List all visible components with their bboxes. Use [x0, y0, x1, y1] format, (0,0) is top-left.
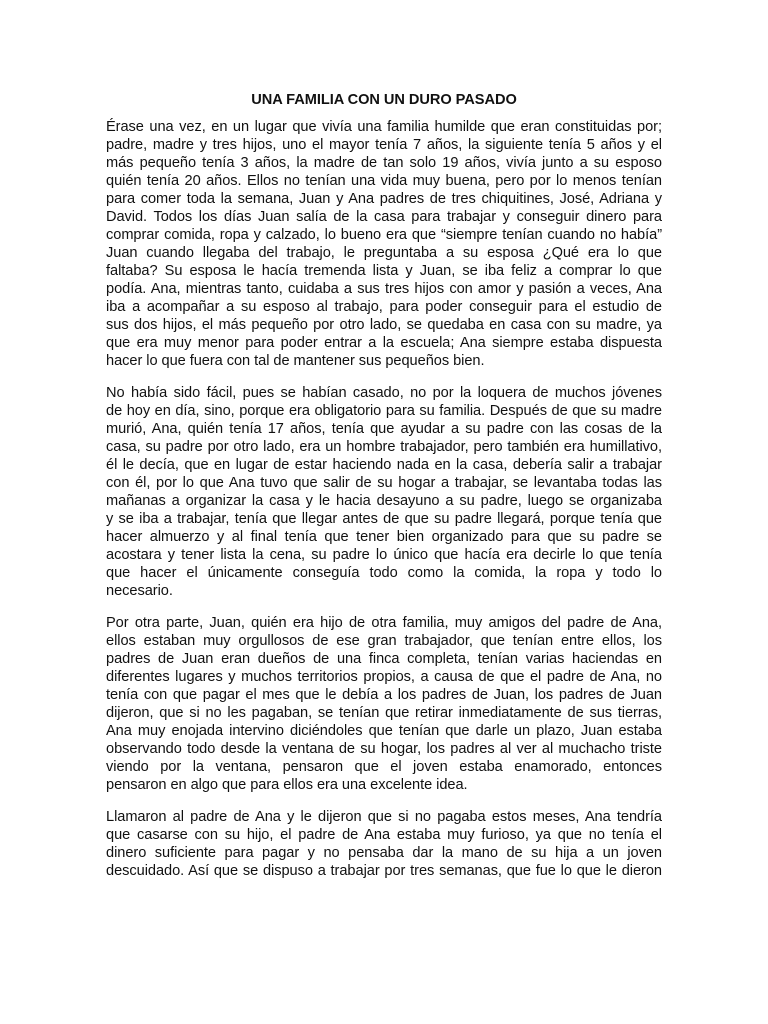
text-line: Érase una vez, en un lugar que vivía una familia humilde que eran constituidas por;	[106, 119, 662, 135]
document-title: UNA FAMILIA CON UN DURO PASADO	[251, 92, 517, 108]
text-line: para comer toda la semana, Juan y Ana padres de tres chiquitines, José, Adriana y	[106, 191, 662, 207]
text-line: observando todo desde la ventana de su hogar, los padres al ver al muchacho triste	[106, 741, 662, 757]
text-line: y se iba a trabajar, tenía que llegar antes de que su padre llegará, porque tenía que	[106, 511, 662, 527]
paragraph-3	[106, 614, 662, 794]
text-line: David. Todos los días Juan salía de la casa para trabajar y conseguir dinero para	[106, 209, 662, 225]
text-line: viendo por la ventana, pensaron que el joven estaba enamorado, entonces	[106, 759, 662, 775]
text-line: sus dos hijos, el más pequeño por otro lado, se quedaba en casa con su madre, ya	[106, 317, 662, 333]
text-line: quién tenía 20 años. Ellos no tenían una vida muy buena, pero por lo menos tenían	[106, 173, 662, 189]
text-line: ellos estaban muy orgullosos de ese gran trabajador, que tenían entre ellos, los	[106, 633, 662, 649]
text-line: No había sido fácil, pues se habían casado, no por la loquera de muchos jóvenes	[106, 385, 662, 401]
text-line: padre, madre y tres hijos, uno el mayor tenía 7 años, la siguiente tenía 5 años y el	[106, 137, 662, 153]
text-line: dijeron, que si no les pagaban, se tenían que retirar inmediatamente de sus tierras,	[106, 705, 662, 721]
text-line: dinero suficiente para pagar y no pensaba dar la mano de su hija a un joven	[106, 845, 662, 861]
text-line: iba a acompañar a su esposo al trabajo, para poder conseguir para el estudio de	[106, 299, 662, 315]
text-line: Juan cuando llegaba del trabajo, le preguntaba a su esposa ¿Qué era lo que	[106, 245, 662, 261]
paragraph-1	[106, 118, 662, 370]
text-line: de hoy en día, sino, porque era obligatorio para su familia. Después de que su madre	[106, 403, 662, 419]
text-line: más pequeño tenía 3 años, la madre de tan solo 19 años, vivía junto a su esposo	[106, 155, 662, 171]
text-line: Por otra parte, Juan, quién era hijo de otra familia, muy amigos del padre de Ana,	[106, 615, 662, 631]
text-line: con él, por lo que Ana tuvo que salir de su hogar a trabajar, se levantaba todas las	[106, 475, 662, 491]
paragraph-2	[106, 384, 662, 600]
text-line: que era muy menor para poder entrar a la escuela; Ana siempre estaba dispuesta	[106, 335, 662, 351]
text-line: necesario.	[106, 583, 173, 599]
text-line: casa, su padre por otro lado, era un hombre trabajador, pero también era humillativo,	[106, 439, 662, 455]
text-line: Ana muy enojada intervino diciéndoles que tenían que darle un plazo, Juan estaba	[106, 723, 662, 739]
text-line: tenía con que pagar el mes que le debía a los padres de Juan, los padres de Juan	[106, 687, 662, 703]
text-line: que casarse con su hijo, el padre de Ana estaba muy furioso, ya que no tenía el	[106, 827, 662, 843]
text-line: podía. Ana, mientras tanto, cuidaba a sus tres hijos con amor y pasión a veces, Ana	[106, 281, 662, 297]
text-line: hacer almuerzo y al final tenía que tener bien organizado para que su padre se	[106, 529, 662, 545]
text-line: descuidado. Así que se dispuso a trabajar por tres semanas, que fue lo que le dieron	[106, 863, 662, 879]
text-line: comprar comida, ropa y calzado, lo bueno era que “siempre tenían cuando no había”	[106, 227, 662, 243]
text-line: padres de Juan eran dueños de una finca completa, tenían varias haciendas en	[106, 651, 662, 667]
text-line: pensaron en algo que para ellos era una excelente idea.	[106, 777, 468, 793]
text-line: acostara y tener lista la cena, su padre lo único que hacía era decirle lo que tenía	[106, 547, 662, 563]
text-line: hacer lo que fuera con tal de mantener sus pequeños bien.	[106, 353, 485, 369]
text-line: que hacer el únicamente conseguía todo como la comida, la ropa y todo lo	[106, 565, 662, 581]
paragraph-4	[106, 808, 662, 880]
text-line: Llamaron al padre de Ana y le dijeron que si no pagaba estos meses, Ana tendría	[106, 809, 662, 825]
text-line: faltaba? Su esposa le hacía tremenda lista y Juan, se iba feliz a comprar lo que	[106, 263, 662, 279]
text-line: murió, Ana, quién tenía 17 años, tenía que ayudar a su padre con las cosas de la	[106, 421, 662, 437]
document-body	[106, 91, 662, 894]
text-line: mañanas a organizar la casa y le hacia desayuno a su padre, luego se organizaba	[106, 493, 662, 509]
text-line: diferentes lugares y muchos territorios propios, a causa de que el padre de Ana, no	[106, 669, 662, 685]
text-line: él le decía, que en lugar de estar haciendo nada en la casa, debería salir a trabajar	[106, 457, 662, 473]
